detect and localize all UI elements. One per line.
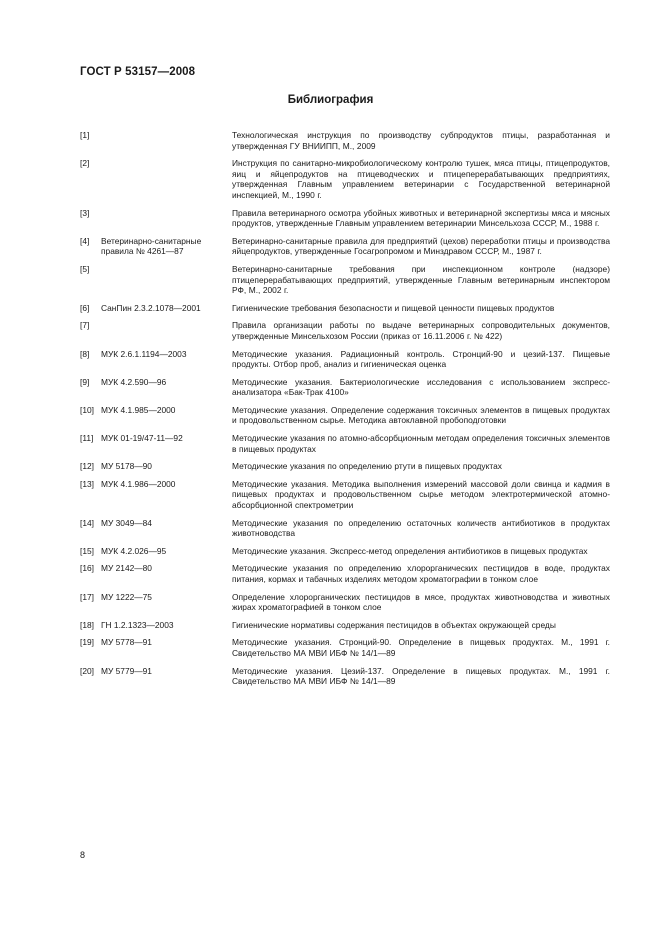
entry-text: Методические указания по определению ртути в пищевых продуктах: [232, 461, 502, 472]
bibliography-entry: [80, 405, 610, 426]
entry-code: МУ 5178—90: [101, 461, 152, 472]
entry-number: [16]: [80, 563, 94, 574]
entry-code: МУ 2142—80: [101, 563, 152, 574]
entry-code: Ветеринарно-санитарные правила № 4261—87: [101, 235, 202, 257]
page-title: Библиография: [287, 94, 374, 106]
entry-number: [15]: [80, 545, 94, 556]
entry-text: Методические указания. Радиационный контроль. Стронций-90 и цезий-137. Пищевые продукты. Отбор проб, анализ и гигиеническая оценка: [232, 348, 610, 370]
bibliography-entry: [80, 620, 610, 631]
entry-text: Методические указания. Стронций-90. Определение в пищевых продуктах. М., 1991 г. Свидетельство МА МВИ ИБФ № 14/1—89: [232, 637, 610, 658]
bibliography-entry: [80, 592, 610, 613]
entry-text: Определение хлорорганических пестицидов в мясе, продуктах животноводства и животных жирах хроматографией в тонком слое: [232, 591, 610, 613]
bibliography-entry: [80, 303, 610, 314]
page-number: 8: [80, 850, 86, 860]
entry-code: МУ 5779—91: [101, 665, 152, 676]
entry-code: МУ 3049—84: [101, 517, 152, 528]
bibliography-entry: [80, 479, 610, 511]
entry-text: Методические указания. Цезий-137. Определение в пищевых продуктах. М., 1991 г. Свидетельство МА МВИ ИБФ № 14/1—89: [232, 665, 610, 687]
entry-number: [2]: [80, 158, 90, 169]
bibliography-list: [80, 130, 610, 687]
bibliography-entry: [80, 637, 610, 658]
entry-number: [9]: [80, 376, 90, 387]
entry-text: Методические указания. Бактериологические исследования с использованием экспресс-анализатора «Бак-Трак 4100»: [232, 376, 610, 398]
bibliography-entry: [80, 208, 610, 229]
bibliography-entry: [80, 518, 610, 539]
entry-text: Технологическая инструкция по производству субпродуктов птицы, разработанная и утвержденная ГУ ВНИИПП, М., 2009: [232, 130, 610, 151]
entry-code: МУ 5778—91: [101, 637, 152, 648]
entry-code: ГН 1.2.1323—2003: [101, 619, 174, 630]
entry-number: [17]: [80, 591, 94, 602]
entry-number: [18]: [80, 619, 94, 630]
entry-number: [5]: [80, 263, 90, 274]
bibliography-entry: [80, 433, 610, 454]
bibliography-entry: [80, 377, 610, 398]
bibliography-entry: [80, 130, 610, 151]
bibliography-entry: [80, 264, 610, 296]
entry-number: [13]: [80, 478, 94, 489]
entry-number: [8]: [80, 348, 90, 359]
entry-number: [10]: [80, 404, 94, 415]
entry-text: Правила ветеринарного осмотра убойных животных и ветеринарной экспертизы мяса и мясных продуктов, утвержденные Главным управлением ветеринарии Минсельхоза СССР, М., 1988 г.: [232, 207, 610, 229]
entry-text: Гигиенические требования безопасности и пищевой ценности пищевых продуктов: [232, 302, 555, 313]
entry-text: Правила организации работы по выдаче ветеринарных сопроводительных документов, утвержденные Минсельхозом России (приказ от 16.11.2006 г. № 422): [232, 320, 610, 341]
entry-number: [14]: [80, 517, 94, 528]
entry-number: [7]: [80, 320, 90, 331]
entry-number: [3]: [80, 207, 90, 218]
entry-number: [4]: [80, 235, 90, 246]
entry-text: Методические указания. Определение содержания токсичных элементов в пищевых продуктах и продовольственном сырье. Методика автоклавной пробоподготовки: [232, 404, 610, 426]
entry-text: Ветеринарно-санитарные требования при инспекционном контроле (надзоре) птицеперерабатывающих предприятий, утвержденные Главным ветеринарным инспектором РФ, М., 2002 г.: [232, 263, 610, 296]
entry-code: МУК 4.1.985—2000: [101, 404, 176, 415]
bibliography-entry: [80, 320, 610, 341]
bibliography-entry: [80, 461, 610, 472]
entry-text: Ветеринарно-санитарные правила для предприятий (цехов) переработки птицы и производства яйцепродуктов, утвержденные Госагропромом и Минздравом СССР, М., 1987 г.: [232, 235, 610, 257]
entry-code: СанПин 2.3.2.1078—2001: [101, 302, 201, 313]
entry-code: МУК 4.2.026—95: [101, 545, 167, 556]
bibliography-entry: [80, 546, 610, 557]
entry-number: [1]: [80, 130, 90, 140]
entry-text: Методические указания. Методика выполнения измерений массовой доли свинца и кадмия в пищевых продуктах и продовольственном сырье методом электротермической атомно-абсорбционной спектрометрии: [232, 478, 610, 511]
bibliography-entry: [80, 666, 610, 687]
bibliography-entry: [80, 563, 610, 584]
entry-number: [19]: [80, 637, 94, 648]
entry-code: МУК 4.1.986—2000: [101, 478, 176, 489]
entry-text: Методические указания по атомно-абсорбционным методам определения токсичных элементов в пищевых продуктах: [232, 433, 610, 454]
entry-text: Методические указания. Экспресс-метод определения антибиотиков в пищевых продуктах: [232, 545, 588, 556]
entry-number: [12]: [80, 461, 94, 472]
entry-code: МУК 4.2.590—96: [101, 376, 167, 387]
entry-number: [6]: [80, 302, 90, 313]
entry-number: [11]: [80, 433, 94, 444]
entry-code: МУК 01-19/47-11—92: [101, 433, 183, 444]
entry-code: МУК 2.6.1.1194—2003: [101, 348, 187, 359]
entry-number: [20]: [80, 665, 94, 676]
entry-text: Гигиенические нормативы содержания пестицидов в объектах окружающей среды: [232, 619, 556, 630]
bibliography-entry: [80, 236, 610, 257]
bibliography-entry: [80, 349, 610, 370]
entry-text: Методические указания по определению хлорорганических пестицидов в воде, продуктах питания, кормах и табачных изделиях методом хроматографии в тонком слое: [232, 563, 610, 584]
bibliography-entry: [80, 158, 610, 200]
entry-text: Инструкция по санитарно-микробиологическому контролю тушек, мяса птицы, птицепродуктов, яиц и яйцепродуктов на птицеводческих и птицеперерабатывающих предприятиях, утвержденная Главным управлением ветеринарии с Государственной ветеринарной инспекцией, М., 1990 г.: [232, 158, 610, 200]
entry-code: МУ 1222—75: [101, 591, 152, 602]
document-code: ГОСТ Р 53157—2008: [80, 66, 196, 78]
entry-text: Методические указания по определению остаточных количеств антибиотиков в продуктах животноводства: [232, 517, 610, 539]
